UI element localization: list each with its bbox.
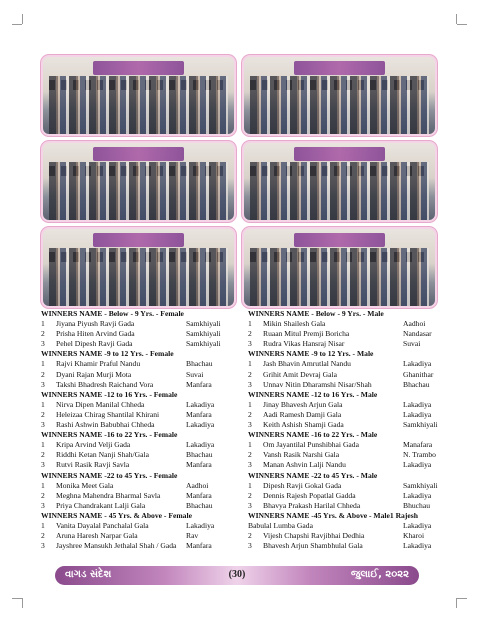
winner-village: Lakadiya: [403, 399, 432, 409]
rank-number: 3: [41, 460, 45, 470]
winners-list-female: [41, 309, 241, 551]
winner-row: [41, 460, 241, 470]
rank-number: 2: [41, 329, 45, 339]
category-heading: WINNERS NAME -12 to 16 Yrs. - Male: [248, 389, 378, 399]
winner-name: Prisha Hiten Arvind Gada: [56, 329, 135, 339]
rank-number: 3: [41, 420, 45, 430]
winner-village: Nandasar: [403, 329, 432, 339]
page-number: (30): [228, 569, 246, 580]
rank-number: 1: [248, 480, 252, 490]
winner-name: Jinay Bhavesh Arjun Gala: [263, 399, 343, 409]
crop-mark: [22, 598, 23, 608]
winner-row: [248, 521, 448, 531]
page-footer: [55, 566, 419, 585]
category-heading: WINNERS NAME -22 to 45 Yrs. - Male: [248, 470, 378, 480]
rank-number: 1: [248, 359, 252, 369]
winner-village: Lakadiya: [403, 541, 432, 551]
winner-row: [41, 319, 241, 329]
winner-name: Rashi Ashwin Babubhai Chheda: [56, 420, 155, 430]
rank-number: 3: [248, 379, 252, 389]
crop-mark: [457, 24, 467, 25]
winner-name: Jiyana Piyush Ravji Gada: [56, 319, 135, 329]
rank-number: 1: [248, 440, 252, 450]
winner-row: [248, 380, 448, 390]
winner-row: [248, 370, 448, 380]
winner-name: Rajvi Khamir Praful Nandu: [56, 359, 141, 369]
winner-name: Priya Chandrakant Lalji Gala: [56, 500, 146, 510]
rank-number: 2: [248, 450, 252, 460]
winner-village: Samkhiyali: [403, 420, 438, 430]
winner-village: Suvai: [186, 369, 204, 379]
rank-number: 2: [41, 409, 45, 419]
rank-number: 3: [41, 379, 45, 389]
category-heading: WINNERS NAME -12 to 16 Yrs. - Female: [41, 389, 178, 399]
winner-village: Aadhoi: [403, 319, 426, 329]
event-photo: [43, 229, 234, 306]
winner-name: Grihit Amit Devraj Gala: [263, 369, 338, 379]
winner-name: Dennis Rajesh Popatlal Gadda: [263, 490, 356, 500]
winner-village: Aadhoi: [186, 480, 209, 490]
winner-name: Nirva Dipen Manilal Chheda: [56, 399, 145, 409]
category-heading: WINNERS NAME - Below - 9 Yrs. - Male: [248, 309, 384, 318]
winner-row: [248, 460, 448, 470]
winner-village: Bhachau: [403, 379, 430, 389]
rank-number: 1: [41, 399, 45, 409]
winner-village: Bhachau: [186, 359, 213, 369]
winner-village: Manfara: [186, 490, 212, 500]
event-photo: [244, 57, 435, 134]
rank-number: 3: [248, 541, 252, 551]
winner-village: Lakadiya: [186, 440, 215, 450]
winner-village: Samkhiyali: [186, 319, 221, 329]
winner-name: Babulal Lumba Gada: [248, 520, 313, 530]
category-heading: WINNERS NAME -9 to 12 Yrs. - Female: [41, 349, 174, 359]
rank-number: 1: [41, 319, 45, 329]
winner-name: Vansh Rasik Narshi Gala: [263, 450, 340, 460]
winner-row: [41, 481, 241, 491]
winner-name: Aadi Ramesh Damji Gala: [263, 409, 342, 419]
winner-row: [248, 440, 448, 450]
rank-number: 3: [248, 420, 252, 430]
winner-row: [41, 329, 241, 339]
winner-village: Lakadiya: [403, 490, 432, 500]
winner-row: [248, 400, 448, 410]
category-heading: WINNERS NAME -9 to 12 Yrs. - Male: [248, 349, 374, 359]
winner-name: Bhavya Prakash Harilal Chheda: [263, 500, 361, 510]
winner-row: [41, 370, 241, 380]
rank-number: 3: [41, 339, 45, 349]
magazine-title: વાગડ સંદેશ: [65, 569, 112, 580]
rank-number: 2: [248, 369, 252, 379]
winner-name: Bhavesh Arjun Shambhulal Gala: [263, 541, 363, 551]
winner-row: [41, 501, 241, 511]
winner-village: Manfara: [186, 379, 212, 389]
winner-row: [41, 410, 241, 420]
winner-name: Takshi Bhadresh Raichand Vora: [56, 379, 154, 389]
rank-number: 3: [41, 500, 45, 510]
rank-number: 1: [41, 440, 45, 450]
winner-name: Aruna Haresh Narpar Gala: [56, 531, 138, 541]
category-heading: WINNERS NAME -16 to 22 Yrs. - Female: [41, 430, 178, 440]
winner-village: Manafara: [403, 440, 433, 450]
winner-name: Keith Ashish Shamji Gada: [263, 420, 344, 430]
rank-number: 2: [41, 490, 45, 500]
category-heading: WINNERS NAME -22 to 45 Yrs. - Female: [41, 470, 178, 480]
winner-village: Lakadiya: [186, 420, 215, 430]
crop-mark: [12, 24, 22, 25]
winner-village: Manfara: [186, 409, 212, 419]
winner-row: [248, 450, 448, 460]
winner-name: Vijesh Chapshi Ravjibhai Dedhia: [263, 531, 365, 541]
winner-village: Samkhiyali: [186, 339, 221, 349]
winner-village: Lakadiya: [403, 460, 432, 470]
winner-village: Lakadiya: [186, 520, 215, 530]
event-photo: [43, 143, 234, 220]
winner-name: Om Jayantilal Punshibhai Gada: [263, 440, 359, 450]
winner-village: Lakadiya: [403, 359, 432, 369]
rank-number: 1: [248, 319, 252, 329]
event-photo: [244, 229, 435, 306]
event-photo: [43, 57, 234, 134]
winner-row: [248, 420, 448, 430]
winner-row: [41, 400, 241, 410]
winner-row: [248, 319, 448, 329]
winner-village: Lakadiya: [403, 520, 432, 530]
category-heading: WINNERS NAME -16 to 22 Yrs. - Male: [248, 430, 378, 440]
winner-name: Unnav Nitin Dharamshi Nisar/Shah: [263, 379, 372, 389]
winner-village: Bhuchau: [403, 500, 430, 510]
rank-number: 1: [41, 520, 45, 530]
winner-name: Manan Ashvin Lalji Nandu: [263, 460, 346, 470]
category-heading: WINNERS NAME -45 Yrs. & Above - Male1 Rajesh: [248, 510, 418, 520]
winner-row: [248, 410, 448, 420]
rank-number: 3: [248, 460, 252, 470]
winner-row: [41, 450, 241, 460]
winner-name: Rudra Vikas Hansraj Nisar: [263, 339, 345, 349]
winner-row: [248, 541, 448, 551]
winner-row: [248, 491, 448, 501]
winner-name: Jash Bhavin Amrutlal Nandu: [263, 359, 351, 369]
winner-village: Ghanithar: [403, 369, 434, 379]
rank-number: 3: [41, 541, 45, 551]
winner-village: Lakadiya: [403, 409, 432, 419]
event-photo: [244, 143, 435, 220]
winner-village: N. Trambo: [403, 450, 436, 460]
winner-name: Dipesh Ravji Gokal Gada: [263, 480, 342, 490]
winner-village: Manfara: [186, 460, 212, 470]
winner-name: Vanita Dayalal Panchalal Gala: [56, 520, 149, 530]
rank-number: 1: [41, 359, 45, 369]
rank-number: 1: [248, 399, 252, 409]
rank-number: 2: [41, 531, 45, 541]
winner-name: Ruaan Mitul Premji Boricha: [263, 329, 350, 339]
category-heading: WINNERS NAME - Below - 9 Yrs. - Female: [41, 309, 184, 318]
winner-name: Monika Meet Gala: [56, 480, 114, 490]
crop-mark: [457, 598, 467, 599]
winner-row: [41, 420, 241, 430]
rank-number: 2: [248, 409, 252, 419]
crop-mark: [456, 598, 457, 608]
winner-name: Dyani Rajan Murji Mota: [56, 369, 132, 379]
winner-name: Pehel Dipesh Ravji Gada: [56, 339, 133, 349]
winner-village: Bhachau: [186, 450, 213, 460]
winner-village: Bhachau: [186, 500, 213, 510]
winner-village: Manfara: [186, 541, 212, 551]
crop-mark: [12, 598, 22, 599]
winner-row: [41, 380, 241, 390]
winners-list-male: [248, 309, 448, 551]
winner-village: Rav: [186, 531, 199, 541]
winner-village: Lakadiya: [186, 399, 215, 409]
winner-row: [41, 531, 241, 541]
winner-village: Kharoi: [403, 531, 425, 541]
rank-number: 2: [41, 450, 45, 460]
winner-village: Samkhiyali: [403, 480, 438, 490]
winner-row: [248, 329, 448, 339]
winner-name: Jayshree Mansukh Jethalal Shah / Gada: [56, 541, 177, 551]
winner-row: [248, 531, 448, 541]
crop-mark: [456, 14, 457, 24]
rank-number: 2: [248, 490, 252, 500]
winner-row: [41, 541, 241, 551]
winner-name: Rutvi Rasik Ravji Savla: [56, 460, 130, 470]
rank-number: 3: [248, 339, 252, 349]
category-heading: WINNERS NAME - 45 Yrs. & Above - Female: [41, 510, 192, 520]
winner-village: Suvai: [403, 339, 421, 349]
rank-number: 2: [248, 531, 252, 541]
winner-name: Heleizaa Chirag Shantilal Khirani: [56, 409, 160, 419]
winner-row: [248, 501, 448, 511]
winner-name: Kripa Arvind Velji Gada: [56, 440, 131, 450]
rank-number: 2: [41, 369, 45, 379]
winner-row: [41, 339, 241, 349]
winner-row: [248, 339, 448, 349]
winner-row: [248, 481, 448, 491]
crop-mark: [22, 14, 23, 24]
winner-name: Riddhi Ketan Nanji Shah/Gala: [56, 450, 150, 460]
winner-row: [41, 491, 241, 501]
winner-name: Mikin Shailesh Gala: [263, 319, 326, 329]
winner-row: [41, 359, 241, 369]
rank-number: 1: [41, 480, 45, 490]
winner-name: Meghna Mahendra Bharmal Savla: [56, 490, 161, 500]
winner-row: [41, 521, 241, 531]
issue-date: જુલાઈ, ૨૦૨૨: [350, 569, 409, 580]
winner-row: [248, 359, 448, 369]
winner-village: Samkhiyali: [186, 329, 221, 339]
rank-number: 3: [248, 500, 252, 510]
winner-row: [41, 440, 241, 450]
rank-number: 2: [248, 329, 252, 339]
